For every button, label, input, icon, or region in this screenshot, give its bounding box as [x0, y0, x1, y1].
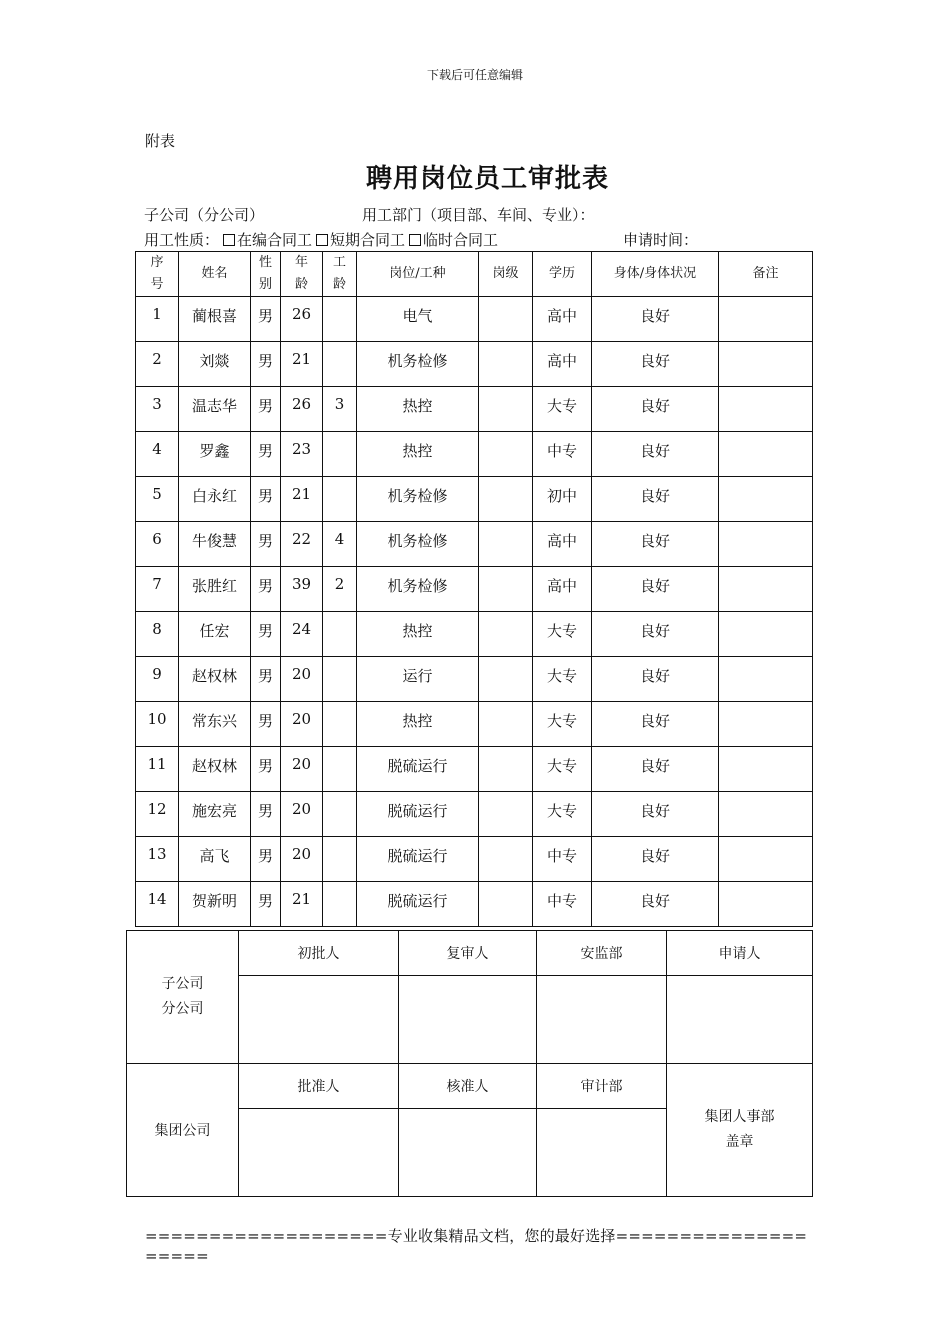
cell-grade — [479, 612, 533, 657]
cell-age: 20 — [281, 702, 323, 747]
cell-name: 罗鑫 — [179, 432, 251, 477]
cell-post: 机务检修 — [357, 522, 479, 567]
cell-health: 良好 — [592, 522, 719, 567]
employment-nature — [144, 229, 498, 250]
cell-grade — [479, 387, 533, 432]
subsidiary-label: 子公司 分公司 — [127, 931, 239, 1064]
cell-seniority — [323, 747, 357, 792]
cell-name: 高飞 — [179, 837, 251, 882]
cell-health: 良好 — [592, 837, 719, 882]
audit-dept-sign[interactable] — [537, 1109, 667, 1197]
cell-age: 24 — [281, 612, 323, 657]
cell-seniority — [323, 882, 357, 927]
cell-gender: 男 — [251, 387, 281, 432]
cell-remark — [719, 747, 813, 792]
col-remark: 备注 — [719, 252, 813, 297]
cell-remark — [719, 612, 813, 657]
cell-seniority: 3 — [323, 387, 357, 432]
cell-seq: 4 — [136, 432, 179, 477]
cell-gender: 男 — [251, 612, 281, 657]
cell-remark — [719, 837, 813, 882]
cell-age: 39 — [281, 567, 323, 612]
applicant-sign[interactable] — [667, 976, 813, 1064]
cell-education: 高中 — [533, 567, 592, 612]
approver-header: 批准人 — [239, 1064, 399, 1109]
employee-table — [135, 251, 813, 927]
cell-gender: 男 — [251, 342, 281, 387]
cell-post: 机务检修 — [357, 342, 479, 387]
reviewer-header: 复审人 — [399, 931, 537, 976]
col-gender: 性 别 — [251, 252, 281, 297]
cell-education: 大专 — [533, 702, 592, 747]
table-row — [136, 747, 813, 792]
cell-post: 机务检修 — [357, 477, 479, 522]
checkbox-icon[interactable] — [223, 234, 235, 246]
table-row — [136, 522, 813, 567]
cell-seq: 13 — [136, 837, 179, 882]
cell-seq: 8 — [136, 612, 179, 657]
cell-age: 23 — [281, 432, 323, 477]
verifier-header: 核准人 — [399, 1064, 537, 1109]
cell-name: 贺新明 — [179, 882, 251, 927]
cell-age: 20 — [281, 657, 323, 702]
cell-grade — [479, 567, 533, 612]
cell-name: 常东兴 — [179, 702, 251, 747]
table-header — [136, 252, 813, 297]
cell-education: 高中 — [533, 342, 592, 387]
col-education: 学历 — [533, 252, 592, 297]
cell-age: 21 — [281, 882, 323, 927]
cell-education: 中专 — [533, 882, 592, 927]
cell-name: 温志华 — [179, 387, 251, 432]
cell-age: 26 — [281, 297, 323, 342]
cell-remark — [719, 882, 813, 927]
cell-name: 蔺根喜 — [179, 297, 251, 342]
cell-age: 21 — [281, 342, 323, 387]
col-post: 岗位/工种 — [357, 252, 479, 297]
cell-health: 良好 — [592, 657, 719, 702]
cell-grade — [479, 882, 533, 927]
page-title: 聘用岗位员工审批表 — [365, 164, 609, 194]
audit-dept-header: 审计部 — [537, 1064, 667, 1109]
cell-education: 大专 — [533, 612, 592, 657]
cell-seniority — [323, 612, 357, 657]
cell-remark — [719, 702, 813, 747]
cell-name: 施宏亮 — [179, 792, 251, 837]
cell-seniority — [323, 342, 357, 387]
cell-gender: 男 — [251, 522, 281, 567]
table-row — [136, 432, 813, 477]
cell-health: 良好 — [592, 387, 719, 432]
cell-post: 脱硫运行 — [357, 882, 479, 927]
table-row — [136, 657, 813, 702]
cell-name: 张胜红 — [179, 567, 251, 612]
cell-seq: 9 — [136, 657, 179, 702]
table-row — [136, 297, 813, 342]
cell-grade — [479, 747, 533, 792]
table-row — [136, 567, 813, 612]
cell-gender: 男 — [251, 837, 281, 882]
reviewer-sign[interactable] — [399, 976, 537, 1064]
cell-remark — [719, 477, 813, 522]
cell-health: 良好 — [592, 612, 719, 657]
subsidiary-field: 子公司（分公司） — [144, 206, 265, 224]
cell-health: 良好 — [592, 702, 719, 747]
cell-name: 刘燚 — [179, 342, 251, 387]
cell-grade — [479, 792, 533, 837]
department-field: 用工部门（项目部、车间、专业）： — [362, 206, 595, 224]
cell-education: 大专 — [533, 387, 592, 432]
nature-label: 用工性质： — [144, 231, 220, 249]
cell-grade — [479, 477, 533, 522]
cell-remark — [719, 297, 813, 342]
apply-time-field: 申请时间： — [623, 231, 699, 249]
col-grade: 岗级 — [479, 252, 533, 297]
table-row — [136, 792, 813, 837]
cell-health: 良好 — [592, 747, 719, 792]
cell-grade — [479, 432, 533, 477]
cell-post: 热控 — [357, 702, 479, 747]
table-row — [136, 612, 813, 657]
cell-seniority — [323, 792, 357, 837]
cell-gender: 男 — [251, 792, 281, 837]
cell-gender: 男 — [251, 567, 281, 612]
cell-post: 运行 — [357, 657, 479, 702]
col-seq: 序 号 — [136, 252, 179, 297]
cell-education: 中专 — [533, 837, 592, 882]
cell-post: 脱硫运行 — [357, 747, 479, 792]
cell-education: 初中 — [533, 477, 592, 522]
group-company-label: 集团公司 — [127, 1064, 239, 1197]
approval-table — [126, 930, 813, 1197]
cell-gender: 男 — [251, 747, 281, 792]
table-row — [136, 477, 813, 522]
cell-name: 任宏 — [179, 612, 251, 657]
cell-grade — [479, 702, 533, 747]
cell-gender: 男 — [251, 882, 281, 927]
col-age: 年 龄 — [281, 252, 323, 297]
cell-seq: 3 — [136, 387, 179, 432]
checkbox-icon[interactable] — [409, 234, 421, 246]
verifier-sign[interactable] — [399, 1109, 537, 1197]
initial-approver-sign[interactable] — [239, 976, 399, 1064]
approver-sign[interactable] — [239, 1109, 399, 1197]
cell-seq: 14 — [136, 882, 179, 927]
cell-seq: 10 — [136, 702, 179, 747]
cell-seniority: 4 — [323, 522, 357, 567]
col-name: 姓名 — [179, 252, 251, 297]
cell-grade — [479, 522, 533, 567]
option-label: 在编合同工 — [237, 231, 313, 249]
cell-seniority — [323, 657, 357, 702]
table-row — [136, 702, 813, 747]
cell-seniority — [323, 432, 357, 477]
cell-remark — [719, 432, 813, 477]
cell-seq: 6 — [136, 522, 179, 567]
cell-age: 20 — [281, 837, 323, 882]
cell-age: 21 — [281, 477, 323, 522]
safety-dept-header: 安监部 — [537, 931, 667, 976]
cell-education: 中专 — [533, 432, 592, 477]
cell-education: 高中 — [533, 522, 592, 567]
cell-health: 良好 — [592, 567, 719, 612]
cell-seq: 11 — [136, 747, 179, 792]
cell-post: 电气 — [357, 297, 479, 342]
cell-gender: 男 — [251, 432, 281, 477]
cell-remark — [719, 342, 813, 387]
applicant-header: 申请人 — [667, 931, 813, 976]
cell-name: 赵权林 — [179, 657, 251, 702]
cell-age: 20 — [281, 747, 323, 792]
cell-seq: 2 — [136, 342, 179, 387]
cell-grade — [479, 342, 533, 387]
top-note: 下载后可任意编辑 — [426, 68, 523, 82]
col-health: 身体/身体状况 — [592, 252, 719, 297]
table-row — [136, 837, 813, 882]
cell-seniority — [323, 837, 357, 882]
cell-age: 20 — [281, 792, 323, 837]
cell-gender: 男 — [251, 657, 281, 702]
safety-dept-sign[interactable] — [537, 976, 667, 1064]
cell-seq: 1 — [136, 297, 179, 342]
initial-approver-header: 初批人 — [239, 931, 399, 976]
cell-seniority: 2 — [323, 567, 357, 612]
cell-post: 机务检修 — [357, 567, 479, 612]
appendix-label: 附表 — [145, 132, 176, 150]
cell-education: 高中 — [533, 297, 592, 342]
cell-name: 白永红 — [179, 477, 251, 522]
cell-health: 良好 — [592, 342, 719, 387]
cell-remark — [719, 522, 813, 567]
cell-health: 良好 — [592, 792, 719, 837]
cell-grade — [479, 837, 533, 882]
footer-text: ===================专业收集精品文档，您的最好选择==================== — [145, 1227, 808, 1265]
cell-gender: 男 — [251, 297, 281, 342]
option-label: 短期合同工 — [330, 231, 406, 249]
cell-seniority — [323, 297, 357, 342]
cell-post: 热控 — [357, 387, 479, 432]
cell-remark — [719, 657, 813, 702]
cell-health: 良好 — [592, 477, 719, 522]
option-label: 临时合同工 — [423, 231, 499, 249]
table-row — [136, 882, 813, 927]
table-row — [136, 387, 813, 432]
checkbox-icon[interactable] — [316, 234, 328, 246]
cell-seq: 12 — [136, 792, 179, 837]
cell-name: 赵权林 — [179, 747, 251, 792]
hr-seal-cell[interactable]: 集团人事部 盖章 — [667, 1064, 813, 1197]
table-row — [136, 342, 813, 387]
cell-remark — [719, 387, 813, 432]
cell-education: 大专 — [533, 792, 592, 837]
cell-health: 良好 — [592, 297, 719, 342]
cell-grade — [479, 657, 533, 702]
cell-education: 大专 — [533, 747, 592, 792]
cell-seniority — [323, 702, 357, 747]
cell-name: 牛俊慧 — [179, 522, 251, 567]
cell-seniority — [323, 477, 357, 522]
cell-health: 良好 — [592, 432, 719, 477]
cell-post: 热控 — [357, 612, 479, 657]
cell-gender: 男 — [251, 702, 281, 747]
cell-health: 良好 — [592, 882, 719, 927]
col-seniority: 工 龄 — [323, 252, 357, 297]
cell-age: 26 — [281, 387, 323, 432]
cell-post: 脱硫运行 — [357, 792, 479, 837]
cell-grade — [479, 297, 533, 342]
cell-gender: 男 — [251, 477, 281, 522]
cell-seq: 7 — [136, 567, 179, 612]
cell-education: 大专 — [533, 657, 592, 702]
cell-seq: 5 — [136, 477, 179, 522]
cell-age: 22 — [281, 522, 323, 567]
cell-post: 热控 — [357, 432, 479, 477]
cell-remark — [719, 567, 813, 612]
cell-post: 脱硫运行 — [357, 837, 479, 882]
cell-remark — [719, 792, 813, 837]
